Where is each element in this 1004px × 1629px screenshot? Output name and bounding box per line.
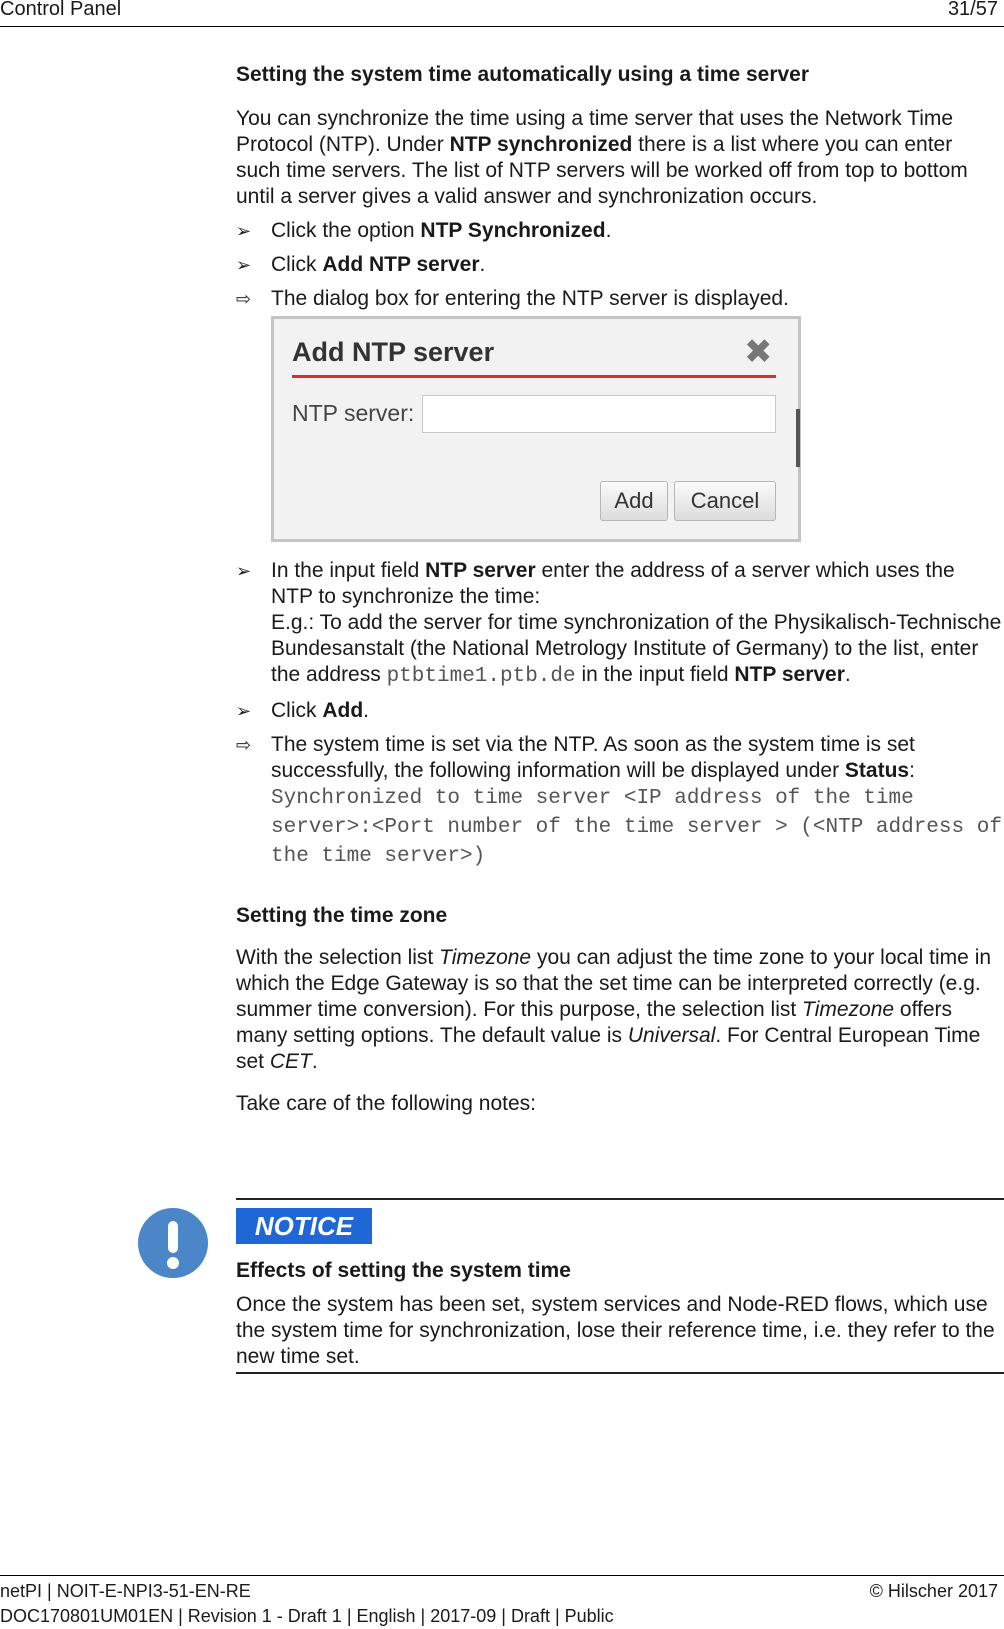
intro-paragraph: You can synchronize the time using a time server that uses the Network Time Protocol (NTP). Under NTP synchronized there is a list where you can enter such time servers. The list of NTP servers will be worked off from top to bottom until a server gives a valid answer and synchronization occurs. [236, 107, 968, 208]
step-enter-server-address: ➢ In the input field NTP server enter the address of a server which uses the NTP to synchronize the time: E.g.: To add the server for time synchronization of the Physikalisch-Technische Bundesanstalt (the National Metrology Institute of Germany) to the list, enter the address ptbtime1.ptb.de in the input field NTP server. [236, 559, 1002, 688]
footer-revision-info: DOC170801UM01EN | Revision 1 - Draft 1 | English | 2017-09 | Draft | Public [0, 1606, 614, 1626]
arrow-step-icon: ➢ [236, 255, 252, 275]
dialog-title-underline [292, 375, 776, 378]
arrow-step-icon: ➢ [236, 221, 252, 241]
result-dialog-displayed: ⇨ The dialog box for entering the NTP server is displayed. [236, 287, 789, 310]
step-click-add-ntp-server: ➢ Click Add NTP server. [236, 253, 486, 276]
status-message-code: Synchronized to time server <IP address of the time server>:<Port number of the time server > (<NTP address of the time server>) [271, 787, 1002, 868]
add-button[interactable]: Add [600, 481, 668, 521]
result-arrow-icon: ⇨ [236, 735, 252, 755]
arrow-step-icon: ➢ [236, 701, 252, 721]
notice-body [236, 1258, 996, 1370]
result-time-synchronized: ⇨ The system time is set via the NTP. As soon as the system time is set successfully, the following information will be displayed under Status: Synchronized to time server <IP address of the time server>:<Port number of the time server > (<NTP address of the time server>) [236, 733, 1002, 868]
section-title-timezone: Setting the time zone [236, 904, 448, 927]
example-address: ptbtime1.ptb.de [386, 665, 576, 688]
dialog-title: Add NTP server [292, 337, 495, 367]
arrow-step-icon: ➢ [236, 561, 252, 581]
step-click-add: ➢ Click Add. [236, 699, 370, 722]
dialog-shadow-edge [796, 409, 800, 467]
step-click-ntp-synchronized: ➢ Click the option NTP Synchronized. [236, 219, 612, 242]
notice-bottom-rule [236, 1372, 1004, 1374]
footer-document-id: netPI | NOIT-E-NPI3-51-EN-RE [0, 1581, 251, 1601]
notice-top-rule [236, 1198, 1004, 1200]
timezone-paragraph: With the selection list Timezone you can adjust the time zone to your local time in which the Edge Gateway is so that the set time can be interpreted correctly (e.g. summer time conversion). For this purpose, the selection list Timezone offers many setting options. The default value is Universal. For Central European Time set CET. [236, 946, 992, 1073]
header-page-number: 31/57 [947, 0, 998, 20]
cancel-button[interactable]: Cancel [674, 481, 776, 521]
notice-text: Once the system has been set, system services and Node-RED flows, which use the system time for synchronization, lose their reference time, i.e. they refer to the new time set. [236, 1293, 995, 1368]
section-title-ntp: Setting the system time automatically using a time server [236, 63, 810, 86]
main-content [236, 62, 1002, 1117]
footer-copyright: © Hilscher 2017 [869, 1581, 998, 1601]
notice-badge: NOTICE [236, 1208, 372, 1244]
ntp-server-input[interactable] [422, 395, 776, 433]
exclamation-icon [138, 1208, 208, 1278]
ntp-server-label: NTP server: [292, 400, 415, 426]
close-icon[interactable]: ✖ [744, 333, 773, 371]
header-section: Control Panel [0, 0, 122, 20]
add-ntp-server-dialog-screenshot [271, 316, 801, 542]
page-footer [0, 1575, 1004, 1626]
notes-intro: Take care of the following notes: [236, 1092, 537, 1115]
notice-heading: Effects of setting the system time [236, 1259, 571, 1282]
result-arrow-icon: ⇨ [236, 289, 252, 309]
page-header [0, 0, 1004, 27]
